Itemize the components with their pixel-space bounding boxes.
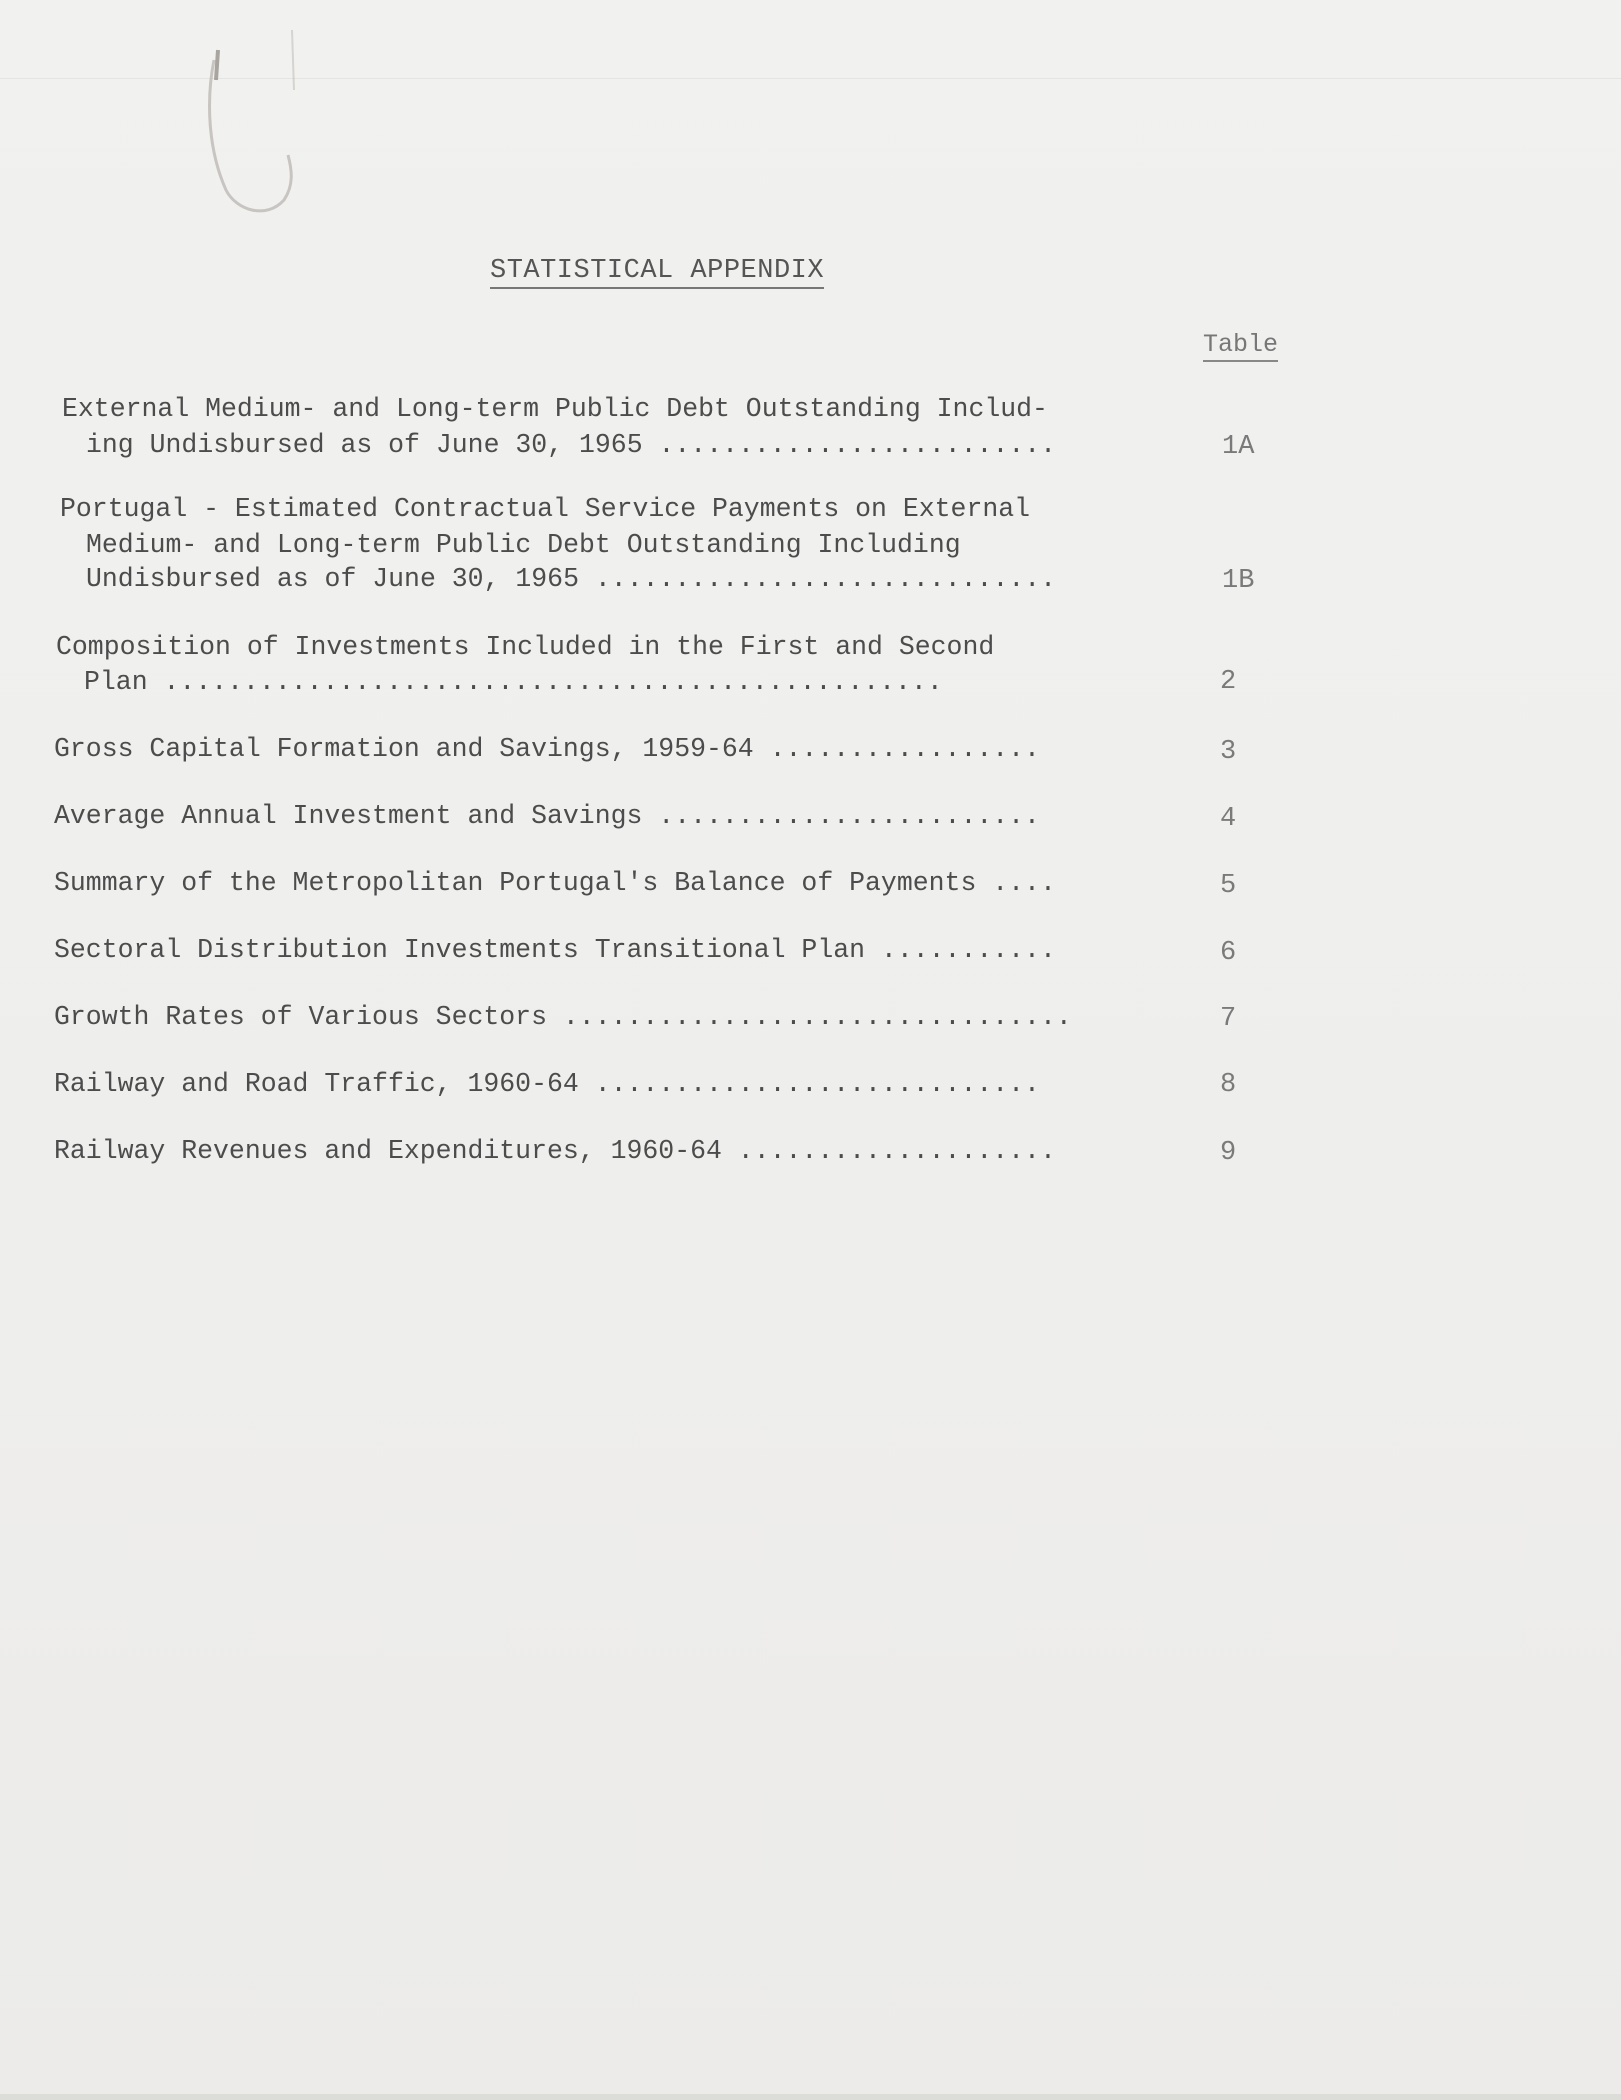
page-bottom-edge	[0, 2094, 1621, 2100]
toc-entry-5-line-1: Average Annual Investment and Savings ........................	[54, 801, 1040, 831]
toc-entry-3-table-number: 2	[1220, 667, 1237, 697]
toc-entry-1-table-number: 1A	[1222, 432, 1255, 462]
toc-entry-2-line-3: Undisbursed as of June 30, 1965 .............................	[86, 564, 1057, 594]
toc-entry-8-line-1: Growth Rates of Various Sectors ................................	[54, 1002, 1072, 1032]
toc-entry-8-table-number: 7	[1220, 1004, 1237, 1034]
toc-entry-3-line-1: Composition of Investments Included in the First and Second	[56, 632, 995, 662]
toc-entry-5-table-number: 4	[1220, 804, 1237, 834]
toc-entry-2-line-2: Medium- and Long-term Public Debt Outstanding Including	[86, 530, 961, 560]
toc-entry-7-table-number: 6	[1220, 938, 1237, 968]
toc-entry-10-table-number: 9	[1220, 1138, 1237, 1168]
toc-entry-6-line-1: Summary of the Metropolitan Portugal's Balance of Payments ....	[54, 868, 1056, 898]
toc-entry-4-table-number: 3	[1220, 737, 1237, 767]
toc-entry-10-line-1: Railway Revenues and Expenditures, 1960-64 ....................	[54, 1136, 1056, 1166]
toc-entry-2-table-number: 1B	[1222, 566, 1255, 596]
toc-entry-7-line-1: Sectoral Distribution Investments Transitional Plan ...........	[54, 935, 1056, 965]
table-column-header: Table	[1203, 331, 1278, 362]
toc-entry-9-table-number: 8	[1220, 1070, 1237, 1100]
toc-entry-4-line-1: Gross Capital Formation and Savings, 1959-64 .................	[54, 734, 1040, 764]
toc-entry-1-line-1: External Medium- and Long-term Public Debt Outstanding Includ-	[62, 394, 1048, 424]
toc-entry-1-line-2: ing Undisbursed as of June 30, 1965 .........................	[86, 430, 1057, 460]
toc-entry-3-line-2: Plan .................................................	[84, 667, 943, 697]
toc-entry-6-table-number: 5	[1220, 871, 1237, 901]
appendix-title: STATISTICAL APPENDIX	[490, 256, 824, 289]
toc-entry-2-line-1: Portugal - Estimated Contractual Service Payments on External	[60, 494, 1031, 524]
toc-entry-9-line-1: Railway and Road Traffic, 1960-64 ............................	[54, 1069, 1040, 1099]
paper-clip-mark	[196, 20, 306, 220]
